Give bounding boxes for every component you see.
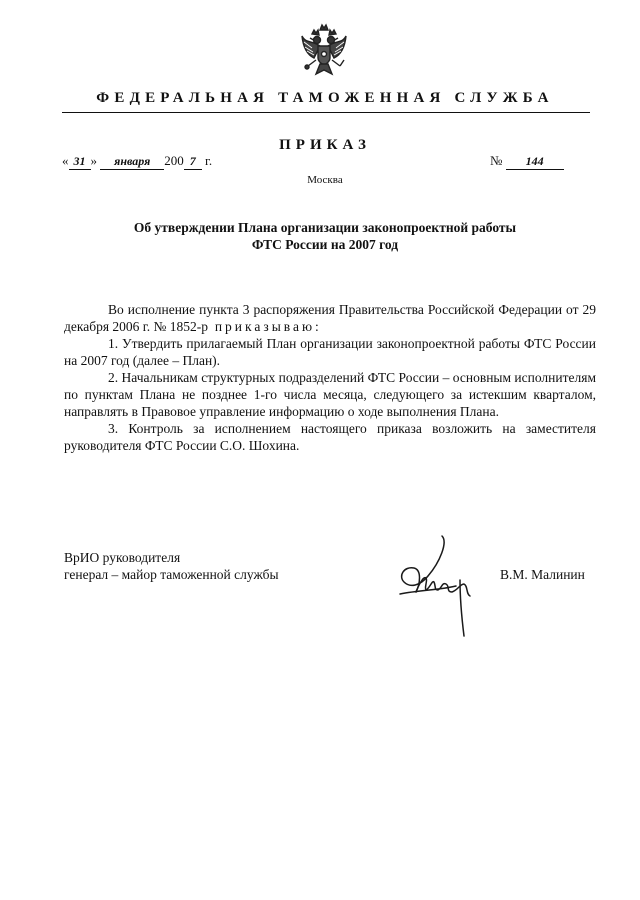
number-value: 144 bbox=[506, 154, 564, 170]
handwritten-signature-icon bbox=[390, 532, 480, 640]
order-number bbox=[490, 153, 564, 170]
date-close-quote: » bbox=[90, 153, 97, 168]
position-line-2: генерал – майор таможенной службы bbox=[64, 567, 279, 582]
order-date bbox=[62, 153, 212, 170]
intro-verb: приказываю: bbox=[214, 319, 322, 334]
date-year-suffix: 7 bbox=[184, 154, 202, 170]
signatory-position bbox=[64, 549, 279, 583]
subject-line-1: Об утверждении Плана организации законопроектной работы bbox=[133, 220, 517, 235]
date-year-prefix: 200 bbox=[164, 153, 184, 168]
position-line-1: ВрИО руководителя bbox=[64, 550, 181, 565]
date-open-quote: « bbox=[62, 153, 69, 168]
agency-name: ФЕДЕРАЛЬНАЯ ТАМОЖЕННАЯ СЛУЖБА bbox=[96, 90, 554, 106]
date-day: 31 bbox=[69, 154, 91, 170]
number-label: № bbox=[490, 153, 503, 168]
order-subject bbox=[60, 219, 590, 253]
intro-text: Во исполнение пункта 3 распоряжения Правительства Российской Федерации от 29 декабря 2006 г. № 1852-р bbox=[64, 302, 596, 334]
header-rule bbox=[62, 112, 590, 113]
intro-paragraph bbox=[64, 301, 596, 335]
item-2: 2. Начальникам структурных подразделений ФТС России – основным исполнителям по пунктам Плана не позднее 1-го числа месяца, следующего за истекшим кварталом, направлять в Правовое управление информацию о ходе выполнения Плана. bbox=[64, 370, 596, 419]
signatory-name: В.М. Малинин bbox=[500, 567, 585, 582]
state-emblem-icon bbox=[298, 22, 350, 80]
document-type: ПРИКАЗ bbox=[279, 137, 371, 153]
city: Москва bbox=[307, 174, 343, 186]
subject-line-2: ФТС России на 2007 год bbox=[251, 237, 399, 252]
order-body bbox=[64, 301, 596, 454]
date-month: января bbox=[100, 154, 164, 170]
date-year-unit: г. bbox=[205, 153, 213, 168]
item-3: 3. Контроль за исполнением настоящего приказа возложить на заместителя руководителя ФТС России С.О. Шохина. bbox=[64, 421, 596, 453]
item-1: 1. Утвердить прилагаемый План организации законопроектной работы ФТС России на 2007 год (далее – План). bbox=[64, 336, 596, 368]
